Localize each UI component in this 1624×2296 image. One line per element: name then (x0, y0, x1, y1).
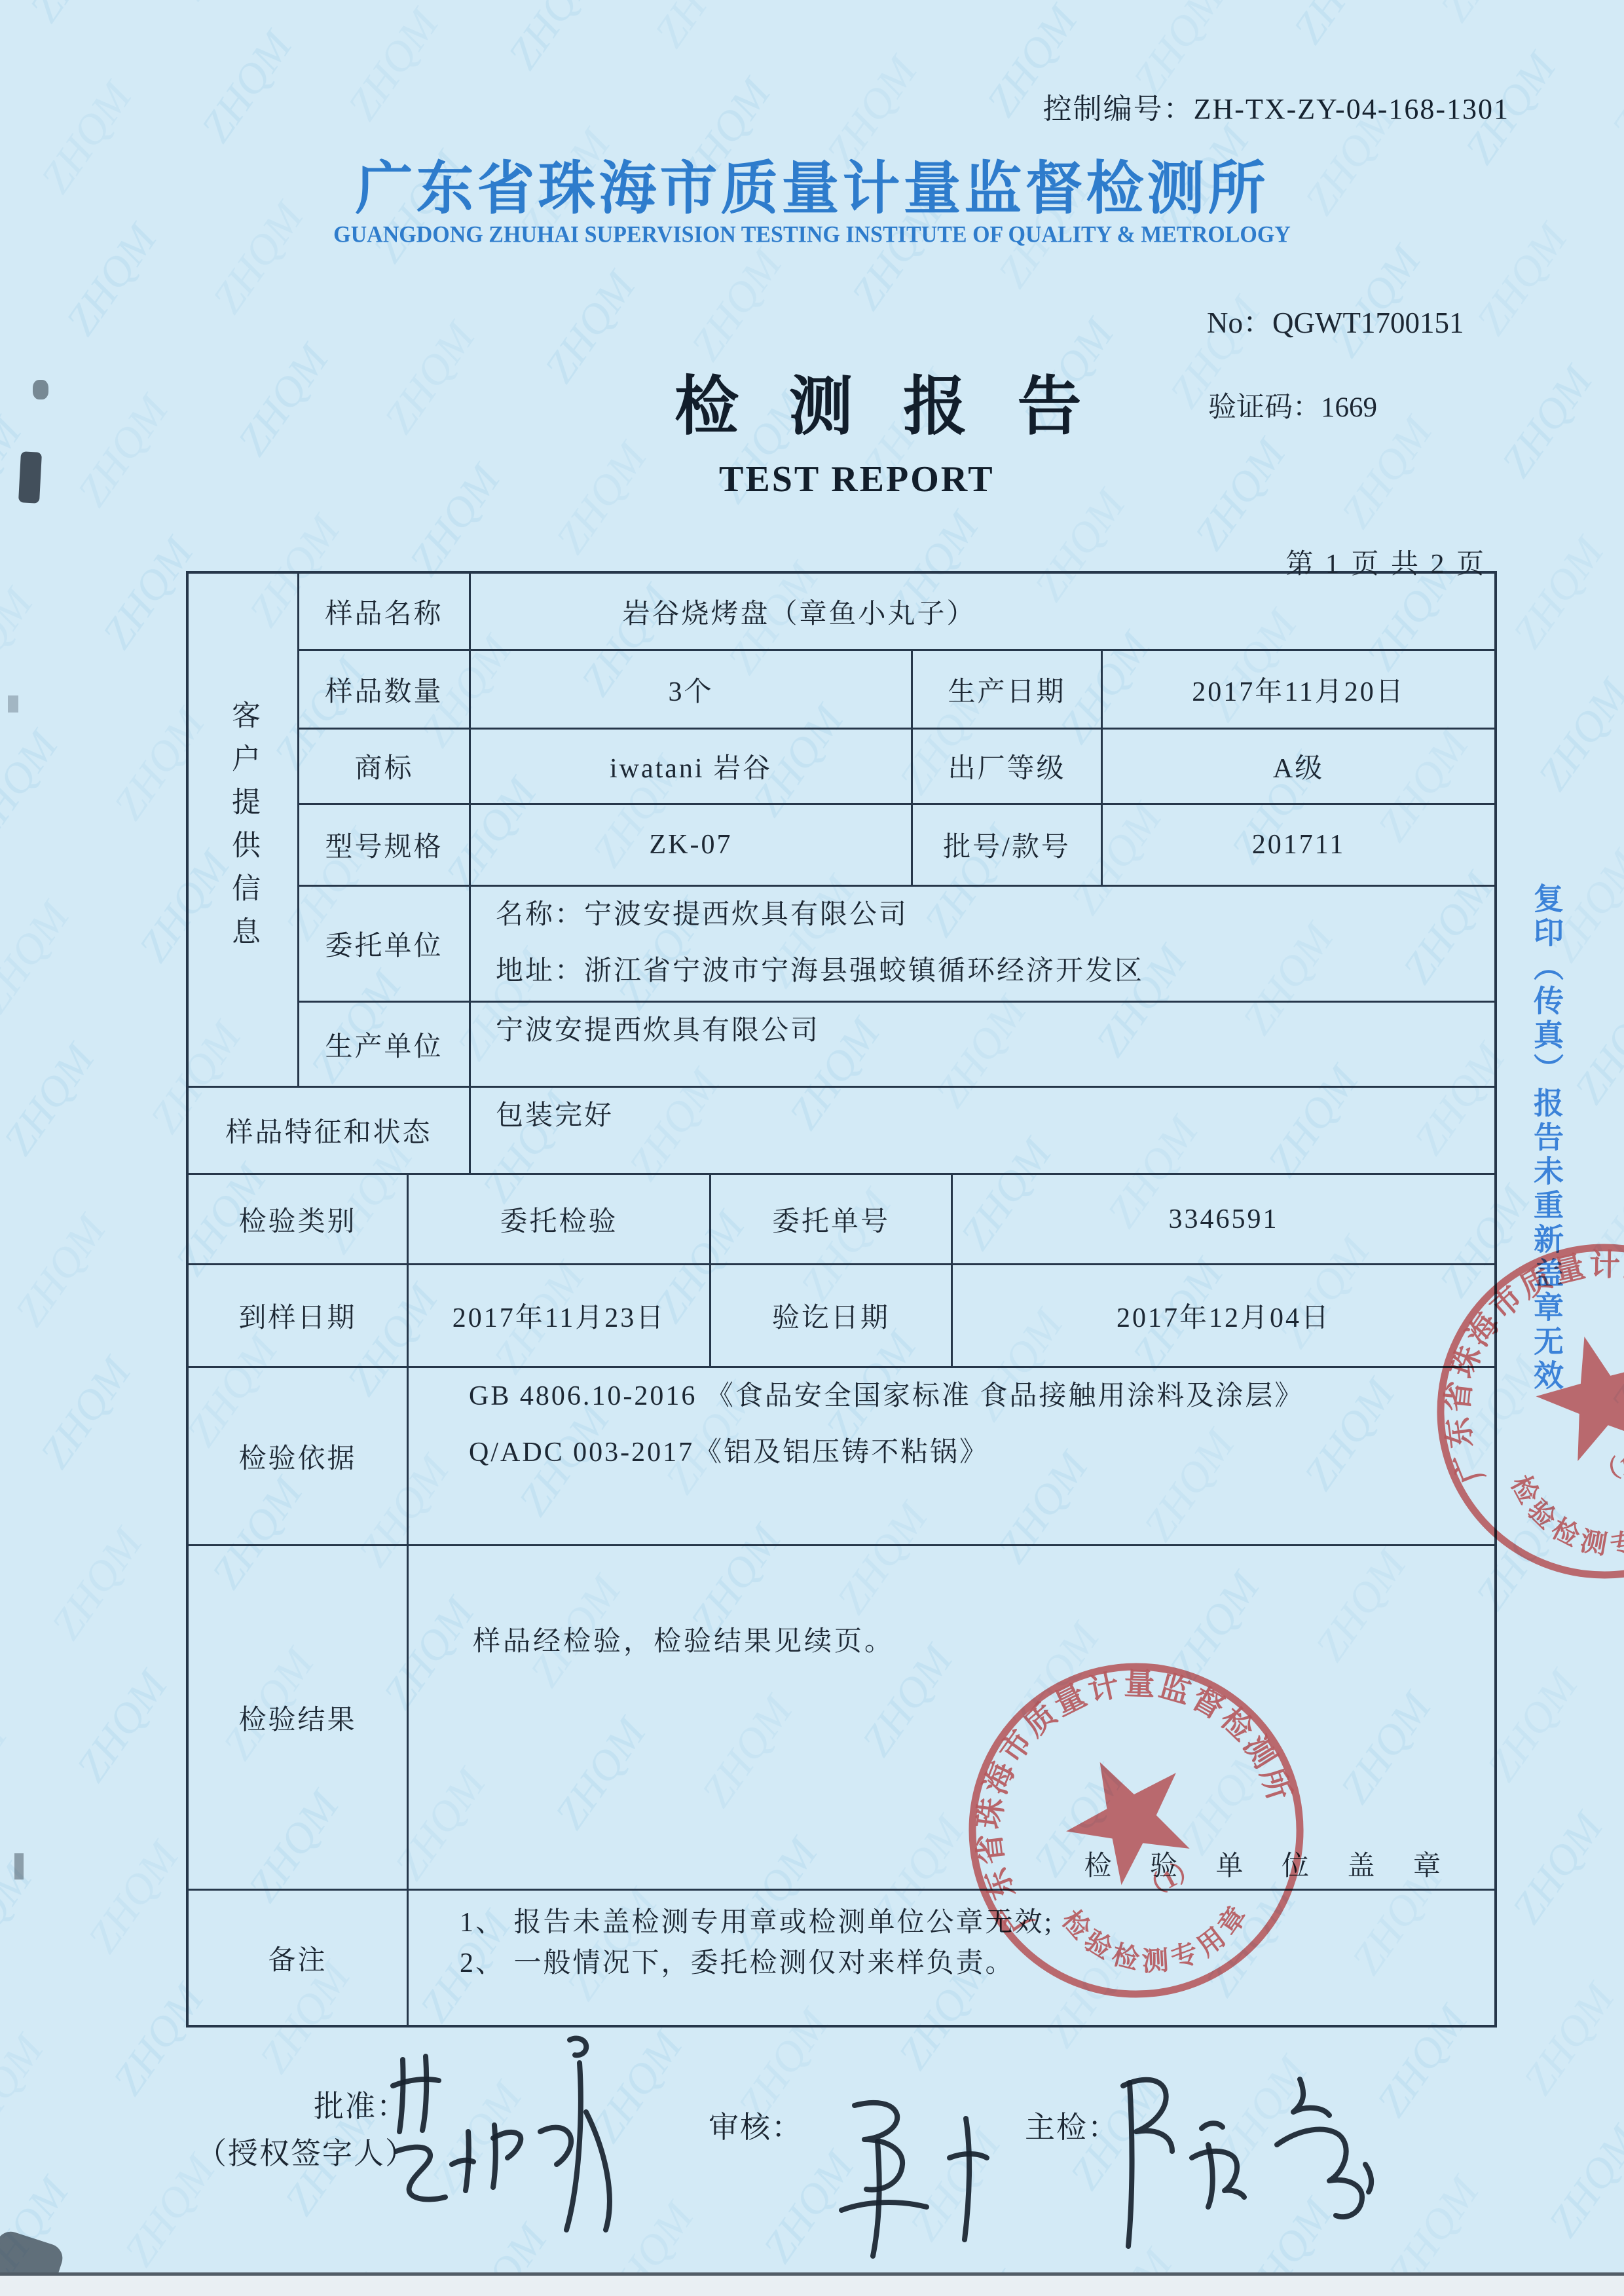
sample-qty-value: 3个 (668, 676, 714, 707)
order-label: 委托单号 (771, 1206, 890, 1237)
report-number-line (1207, 299, 1464, 341)
scan-artifact (14, 1853, 24, 1879)
prod-date-label: 生产日期 (948, 676, 1066, 707)
producer-value: 宁波安提西炊具有限公司 (496, 1016, 821, 1046)
arrive-date-label: 到样日期 (238, 1303, 357, 1333)
client-unit-value-cell (471, 887, 1494, 1003)
trademark-value-cell (471, 730, 913, 805)
trademark-label: 商标 (354, 754, 414, 784)
verify-code-label: 验证码： (1208, 392, 1321, 423)
prod-date-value-cell (1103, 651, 1494, 730)
order-value-cell (953, 1175, 1494, 1265)
remark-line-2: 2、 一般情况下，委托检测仅对来样负责。 (460, 1948, 1015, 1978)
client-unit-label: 委托单位 (325, 931, 443, 961)
sample-name-label-cell (299, 574, 471, 651)
sample-qty-value-cell (471, 651, 913, 730)
basis-value-cell (409, 1368, 1494, 1546)
chief-inspector-signature (1110, 2066, 1385, 2256)
prod-date-value: 2017年11月20日 (1192, 676, 1405, 707)
control-number-value: ZH-TX-ZY-04-168-1301 (1193, 93, 1509, 125)
batch-value: 201711 (1251, 830, 1346, 860)
institute-name-en: GUANGDONG ZHUHAI SUPERVISION TESTING INSTITUTE OF QUALITY & METROLOGY (333, 222, 1291, 248)
finish-date-value: 2017年12月04日 (1116, 1303, 1331, 1333)
arrive-date-value-cell (409, 1265, 711, 1368)
finish-date-label: 验讫日期 (771, 1303, 890, 1333)
client-info-vertical-cell (189, 574, 299, 1088)
report-title-en: TEST REPORT (719, 459, 995, 500)
arrive-date-label-cell (189, 1265, 409, 1368)
trademark-value: iwatani 岩谷 (609, 754, 773, 784)
verify-code-value: 1669 (1321, 392, 1377, 423)
trademark-label-cell (299, 730, 471, 805)
sample-name-label: 样品名称 (325, 599, 443, 629)
basis-line-1: GB 4806.10-2016 《食品安全国家标准 食品接触用涂料及涂层》 (469, 1381, 1304, 1411)
copy-invalid-side-note: 复印（传真）报告未重新盖章无效 (1530, 883, 1563, 1394)
sample-qty-label: 样品数量 (325, 676, 443, 707)
review-label: 审核： (709, 2111, 803, 2144)
stamp-caption: 检 验 单 位 盖 章 (1084, 1851, 1456, 1881)
client-info-vertical-label: 客户提供信息 (227, 700, 259, 959)
order-value: 3346591 (1168, 1204, 1279, 1234)
result-text: 样品经检验，检验结果见续页。 (473, 1627, 895, 1657)
batch-label-cell (913, 805, 1103, 887)
sample-name-value-cell (471, 574, 1494, 651)
remark-label: 备注 (268, 1945, 327, 1976)
producer-value-cell (471, 1003, 1494, 1088)
inspect-label: 主检： (1025, 2111, 1119, 2144)
batch-value-cell (1103, 805, 1494, 887)
model-value-cell (471, 805, 913, 887)
grade-value-cell (1103, 730, 1494, 805)
model-value: ZK-07 (649, 830, 733, 860)
grade-label-cell (913, 730, 1103, 805)
report-number-value: QGWT1700151 (1272, 306, 1464, 339)
sample-state-label: 样品特征和状态 (225, 1118, 432, 1148)
client-unit-address: 地址：浙江省宁波市宁海县强蛟镇循环经济开发区 (496, 956, 1145, 986)
report-title-cn: 检 测 报 告 (674, 372, 1099, 443)
control-number-label: 控制编号： (1043, 93, 1194, 125)
sample-qty-label-cell (299, 651, 471, 730)
grade-value: A级 (1272, 754, 1325, 784)
batch-label: 批号/款号 (943, 832, 1071, 862)
basis-label: 检验依据 (238, 1443, 357, 1474)
producer-label: 生产单位 (325, 1031, 443, 1062)
finish-date-label-cell (711, 1265, 953, 1368)
grade-label: 出厂等级 (948, 754, 1066, 784)
institute-name-cn: 广东省珠海市质量计量监督检测所 (355, 158, 1269, 221)
scan-edge-strip (0, 2272, 1624, 2296)
scan-artifact (33, 380, 48, 399)
result-label: 检验结果 (238, 1705, 357, 1735)
result-label-cell (189, 1546, 409, 1891)
page-indicator: 第 1 页 共 2 页 (1285, 549, 1486, 580)
model-label-cell (299, 805, 471, 887)
test-type-label-cell (189, 1175, 409, 1265)
sample-state-value: 包装完好 (496, 1101, 614, 1131)
producer-label-cell (299, 1003, 471, 1088)
scan-artifact (8, 695, 18, 713)
client-unit-label-cell (299, 887, 471, 1003)
model-label: 型号规格 (325, 832, 443, 862)
verify-code-line (1208, 385, 1377, 425)
report-number-label: No： (1207, 306, 1272, 339)
approve-label: 批准： (314, 2090, 408, 2123)
reviewer-signature (815, 2092, 1031, 2263)
basis-label-cell (189, 1368, 409, 1546)
remark-line-1: 1、 报告未盖检测专用章或检测单位公章无效; (460, 1908, 1054, 1938)
client-unit-name: 名称：宁波安提西炊具有限公司 (496, 900, 909, 930)
test-type-value-cell (409, 1175, 711, 1265)
sample-state-label-cell (189, 1088, 471, 1175)
order-label-cell (711, 1175, 953, 1265)
sample-name-value: 岩谷烧烤盘（章鱼小丸子） (622, 599, 976, 629)
approver-signature (390, 2033, 652, 2236)
test-type-label: 检验类别 (238, 1206, 357, 1237)
test-type-value: 委托检验 (500, 1206, 618, 1237)
control-number-line (1043, 85, 1509, 127)
scan-artifact (18, 451, 42, 504)
arrive-date-value: 2017年11月23日 (452, 1303, 666, 1333)
sample-state-value-cell (471, 1088, 1494, 1175)
approve-sub-label: （授权签字人） (196, 2137, 416, 2170)
remark-label-cell (189, 1891, 409, 2025)
prod-date-label-cell (913, 651, 1103, 730)
basis-line-2: Q/ADC 003-2017《铝及铝压铸不粘锅》 (469, 1437, 989, 1468)
